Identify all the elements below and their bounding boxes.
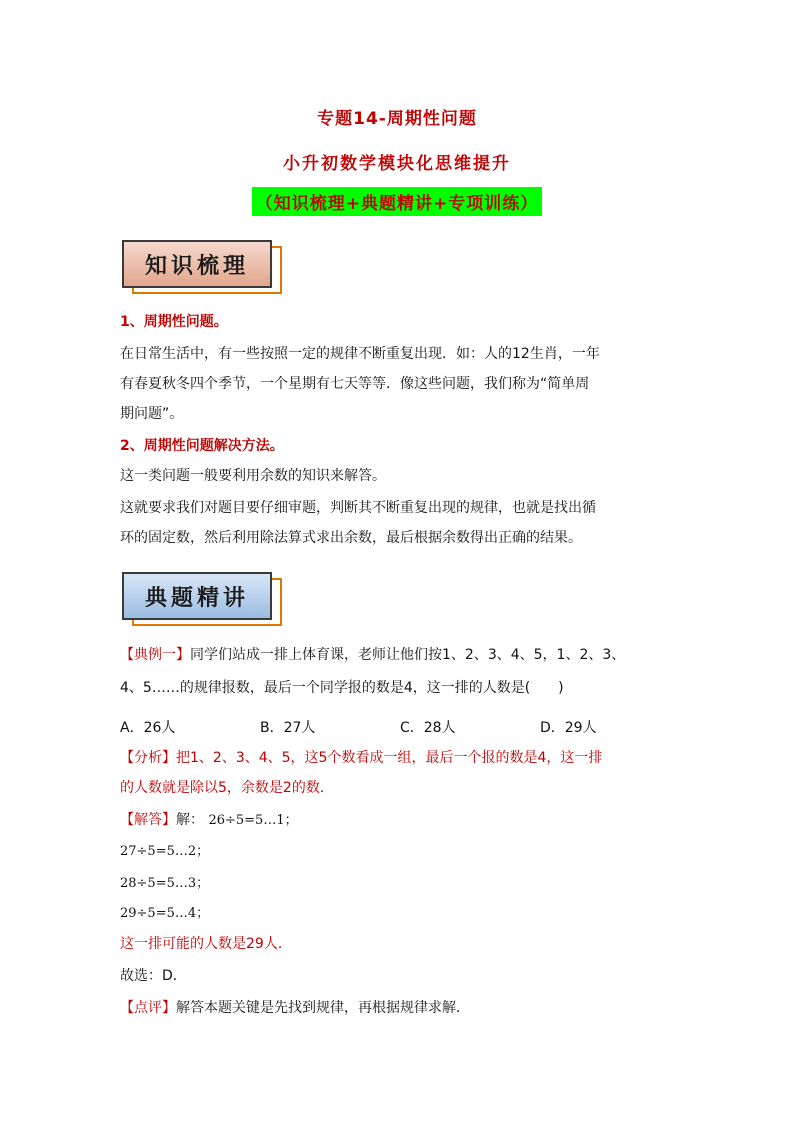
comment-text: 解答本题关键是先找到规律，再根据规律求解．	[176, 1000, 470, 1016]
section-banner-knowledge	[122, 240, 272, 288]
document-title: 专题14-周期性问题	[317, 109, 477, 129]
example-line1	[120, 645, 680, 665]
comment-line	[120, 998, 680, 1018]
para3-line2: 环的固定数，然后利用除法算式求出余数，最后根据余数得出正确的结果。	[120, 530, 582, 546]
para1-line2: 有春夏秋冬四个季节，一个星期有七天等等．像这些问题，我们称为“简单周	[120, 376, 590, 392]
answer-tag: 【解答】	[120, 812, 176, 828]
para1-line3: 期问题”。	[120, 406, 184, 422]
calc-2: 27÷5=5…2；	[120, 844, 210, 859]
calc-1: 26÷5=5…1；	[208, 813, 298, 828]
answer-options	[120, 717, 680, 737]
para3-line1: 这就要求我们对题目要仔细审题，判断其不断重复出现的规律，也就是找出循	[120, 500, 596, 516]
option-b: B．27人	[260, 720, 316, 736]
answer-prefix: 解：	[176, 812, 204, 828]
section-banner-examples	[122, 572, 272, 620]
banner-label: 知识梳理	[122, 240, 272, 288]
para2: 这一类问题一般要利用余数的知识来解答。	[120, 468, 386, 484]
calc-4: 29÷5=5…4；	[120, 906, 210, 921]
para1-line1: 在日常生活中，有一些按照一定的规律不断重复出现．如：人的12生肖，一年	[120, 346, 600, 362]
analysis-line1	[120, 748, 680, 768]
example-tag: 【典例一】	[120, 647, 190, 663]
calc-3: 28÷5=5…3；	[120, 876, 210, 891]
choice: 故选：D．	[120, 968, 187, 984]
option-d: D．29人	[540, 720, 597, 736]
analysis-tag: 【分析】	[120, 750, 176, 766]
analysis-text-1: 把1、2、3、4、5，这5个数看成一组，最后一个报的数是4，这一排	[176, 750, 603, 766]
example-text-1: 同学们站成一排上体育课，老师让他们按1、2、3、4、5，1、2、3、	[190, 647, 626, 663]
conclusion: 这一排可能的人数是29人．	[120, 936, 292, 952]
document-subtitle: 小升初数学模块化思维提升	[283, 154, 511, 174]
banner-label: 典题精讲	[122, 572, 272, 620]
example-line2: 4、5……的规律报数，最后一个同学报的数是4，这一排的人数是( )	[120, 680, 564, 696]
answer-line	[120, 810, 680, 831]
option-c: C．28人	[400, 720, 456, 736]
comment-tag: 【点评】	[120, 1000, 176, 1016]
option-a: A．26人	[120, 720, 176, 736]
heading-periodic-problem: 1、周期性问题。	[120, 314, 228, 330]
document-tagline: （知识梳理+典题精讲+专项训练）	[252, 187, 543, 216]
analysis-line2: 的人数就是除以5，余数是2的数．	[120, 780, 334, 796]
heading-solution-method: 2、周期性问题解决方法。	[120, 438, 284, 454]
